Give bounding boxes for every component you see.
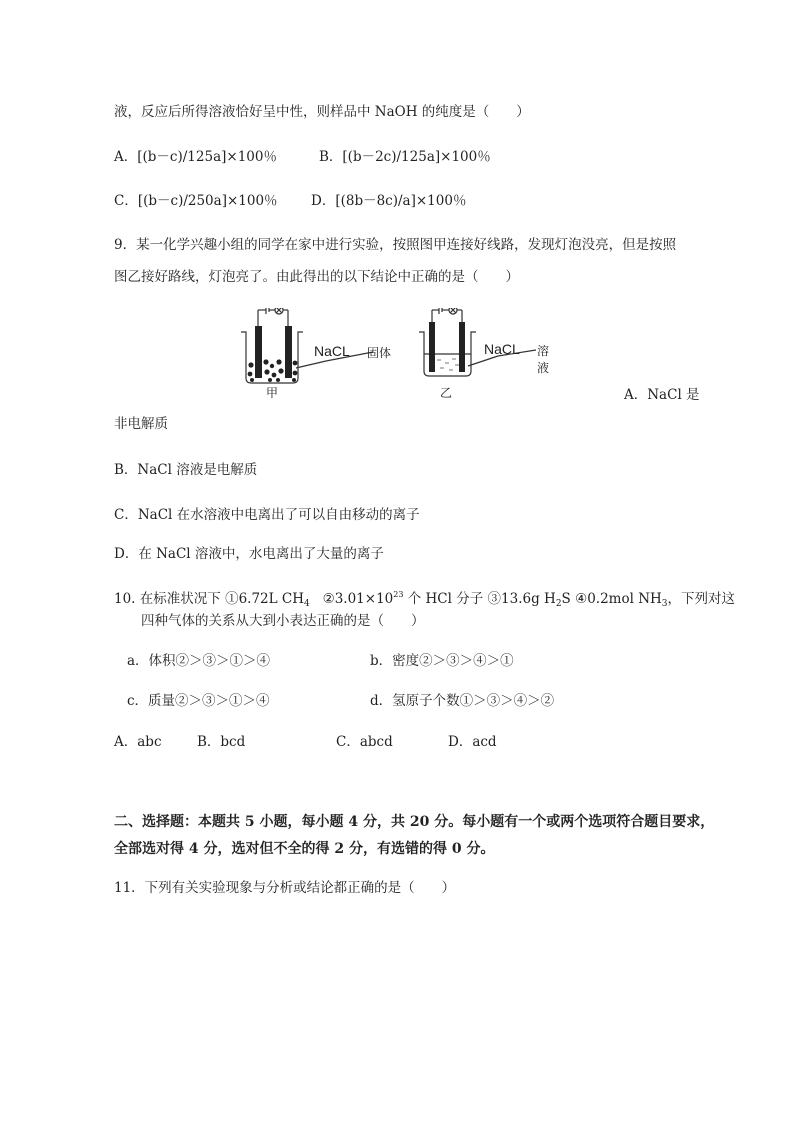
circled-2: ② bbox=[322, 591, 335, 607]
option-q8-a: A．[(b－c)/125a]×100％ bbox=[114, 149, 277, 165]
left-chem-label: NaCL bbox=[314, 343, 350, 359]
q10-text: 0.2mol NH bbox=[587, 591, 662, 607]
q10-text: 3.01×10 bbox=[334, 591, 394, 607]
option-q8-c: C．[(b－c)/250a]×100％ bbox=[114, 193, 278, 209]
section-2-heading-line1: 二、选择题：本题共 5 小题，每小题 4 分，共 20 分。每小题有一个或两个选项符合题目要求， bbox=[114, 814, 715, 830]
q10-sub: 4 bbox=[303, 599, 310, 609]
question-10-line2: 四种气体的关系从大到小表达正确的是（ ） bbox=[141, 613, 425, 629]
right-chem-label: NaCL bbox=[484, 341, 520, 357]
left-state-label: 固体 bbox=[367, 346, 392, 360]
question-11: 11．下列有关实验现象与分析或结论都正确的是（ ） bbox=[114, 880, 456, 896]
circled-3: ③ bbox=[487, 591, 502, 607]
q10-text: 个 HCl 分子 bbox=[403, 591, 488, 607]
right-state-label: 溶液 bbox=[537, 344, 550, 375]
q10-sub: 3 bbox=[661, 599, 668, 609]
circled-4: ④ bbox=[575, 591, 588, 607]
question-9-line1: 9．某一化学兴趣小组的同学在家中进行实验，按照图甲连接好线路，发现灯泡没亮，但是按照 bbox=[114, 237, 677, 253]
option-q9-b: B．NaCl 溶液是电解质 bbox=[114, 462, 258, 478]
q10-text: 13.6g H bbox=[501, 591, 556, 607]
option-q9-d: D．在 NaCl 溶液中，水电离出了大量的离子 bbox=[114, 546, 384, 562]
q10-sub: 2 bbox=[555, 599, 562, 609]
q10-item-c: c．质量②＞③＞①＞④ bbox=[127, 693, 270, 709]
left-caption: 甲 bbox=[266, 386, 279, 400]
question-9-line2: 图乙接好路线，灯泡亮了。由此得出的以下结论中正确的是（ ） bbox=[114, 269, 519, 285]
question-10-line1 bbox=[114, 586, 735, 613]
q10-item-b: b．密度②＞③＞④＞① bbox=[370, 653, 514, 669]
q10-sup: 23 bbox=[393, 590, 404, 599]
option-q8-b: B．[(b－2c)/125a]×100％ bbox=[319, 149, 491, 165]
option-q10-a: A．abc bbox=[114, 734, 162, 750]
q10-item-a: a．体积②＞③＞①＞④ bbox=[127, 653, 271, 669]
section-2-heading-line2: 全部选对得 4 分，选对但不全的得 2 分，有选错的得 0 分。 bbox=[114, 841, 495, 857]
circuit-figure bbox=[236, 308, 550, 407]
option-q10-b: B．bcd bbox=[197, 734, 246, 750]
right-caption: 乙 bbox=[440, 386, 453, 400]
q10-text: ，下列对这 bbox=[667, 591, 736, 607]
circled-1: ① bbox=[225, 591, 239, 607]
q10-text: 10. 在标准状况下 bbox=[114, 591, 226, 607]
option-q9-a-part2: 非电解质 bbox=[114, 416, 168, 432]
q10-item-d: d．氢原子个数①＞③＞④＞② bbox=[370, 693, 555, 709]
option-q9-a-part1: A．NaCl 是 bbox=[624, 387, 700, 403]
line-q8-tail: 液，反应后所得溶液恰好呈中性，则样品中 NaOH 的纯度是（ ） bbox=[114, 104, 530, 120]
option-q10-c: C．abcd bbox=[336, 734, 393, 750]
q10-text: 6.72L CH bbox=[238, 591, 304, 607]
option-q9-c: C．NaCl 在水溶液中电离出了可以自由移动的离子 bbox=[114, 507, 420, 523]
option-q8-d: D．[(8b－8c)/a]×100％ bbox=[311, 193, 467, 209]
option-q10-d: D．acd bbox=[448, 734, 497, 750]
q10-text: S bbox=[561, 591, 576, 607]
